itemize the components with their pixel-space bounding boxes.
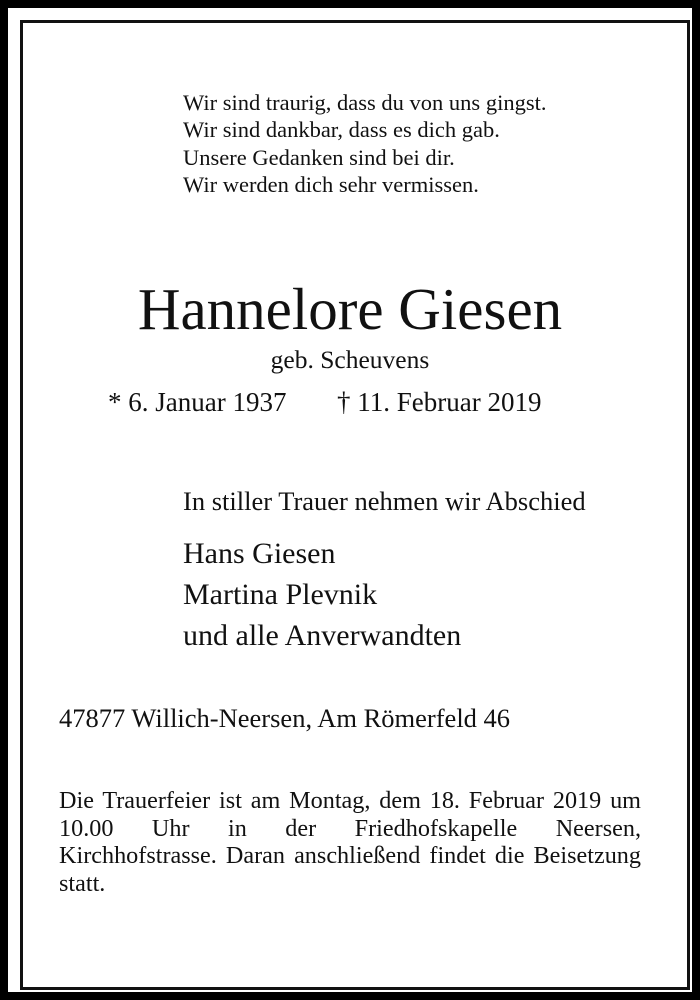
memorial-verse [183,89,546,198]
verse-line: Wir werden dich sehr vermissen. [183,171,479,197]
death-date: † 11. Februar 2019 [337,387,542,417]
farewell-line: In stiller Trauer nehmen wir Abschied [183,486,586,516]
maiden-name: geb. Scheuvens [270,345,430,374]
deceased-name: Hannelore Giesen [137,276,563,342]
birth-date: * 6. Januar 1937 [108,387,287,417]
verse-line: Wir sind dankbar, dass es dich gab. [183,117,500,143]
verse-line: Wir sind traurig, dass du von uns gingst. [183,90,547,115]
mourner-name: und alle Anverwandten [183,619,462,652]
mourners-list [183,533,461,656]
verse-line: Unsere Gedanken sind bei dir. [183,144,455,170]
mourner-name: Martina Plevnik [183,578,378,611]
funeral-service-details: Die Trauerfeier ist am Montag, dem 18. Februar 2019 um 10.00 Uhr in der Friedhofskapelle Neersen, Kirchhofstrasse. Daran anschließend findet die Beisetzung statt. [59,787,641,897]
mourner-name: Hans Giesen [183,537,336,570]
family-address: 47877 Willich-Neersen, Am Römerfeld 46 [59,703,511,733]
